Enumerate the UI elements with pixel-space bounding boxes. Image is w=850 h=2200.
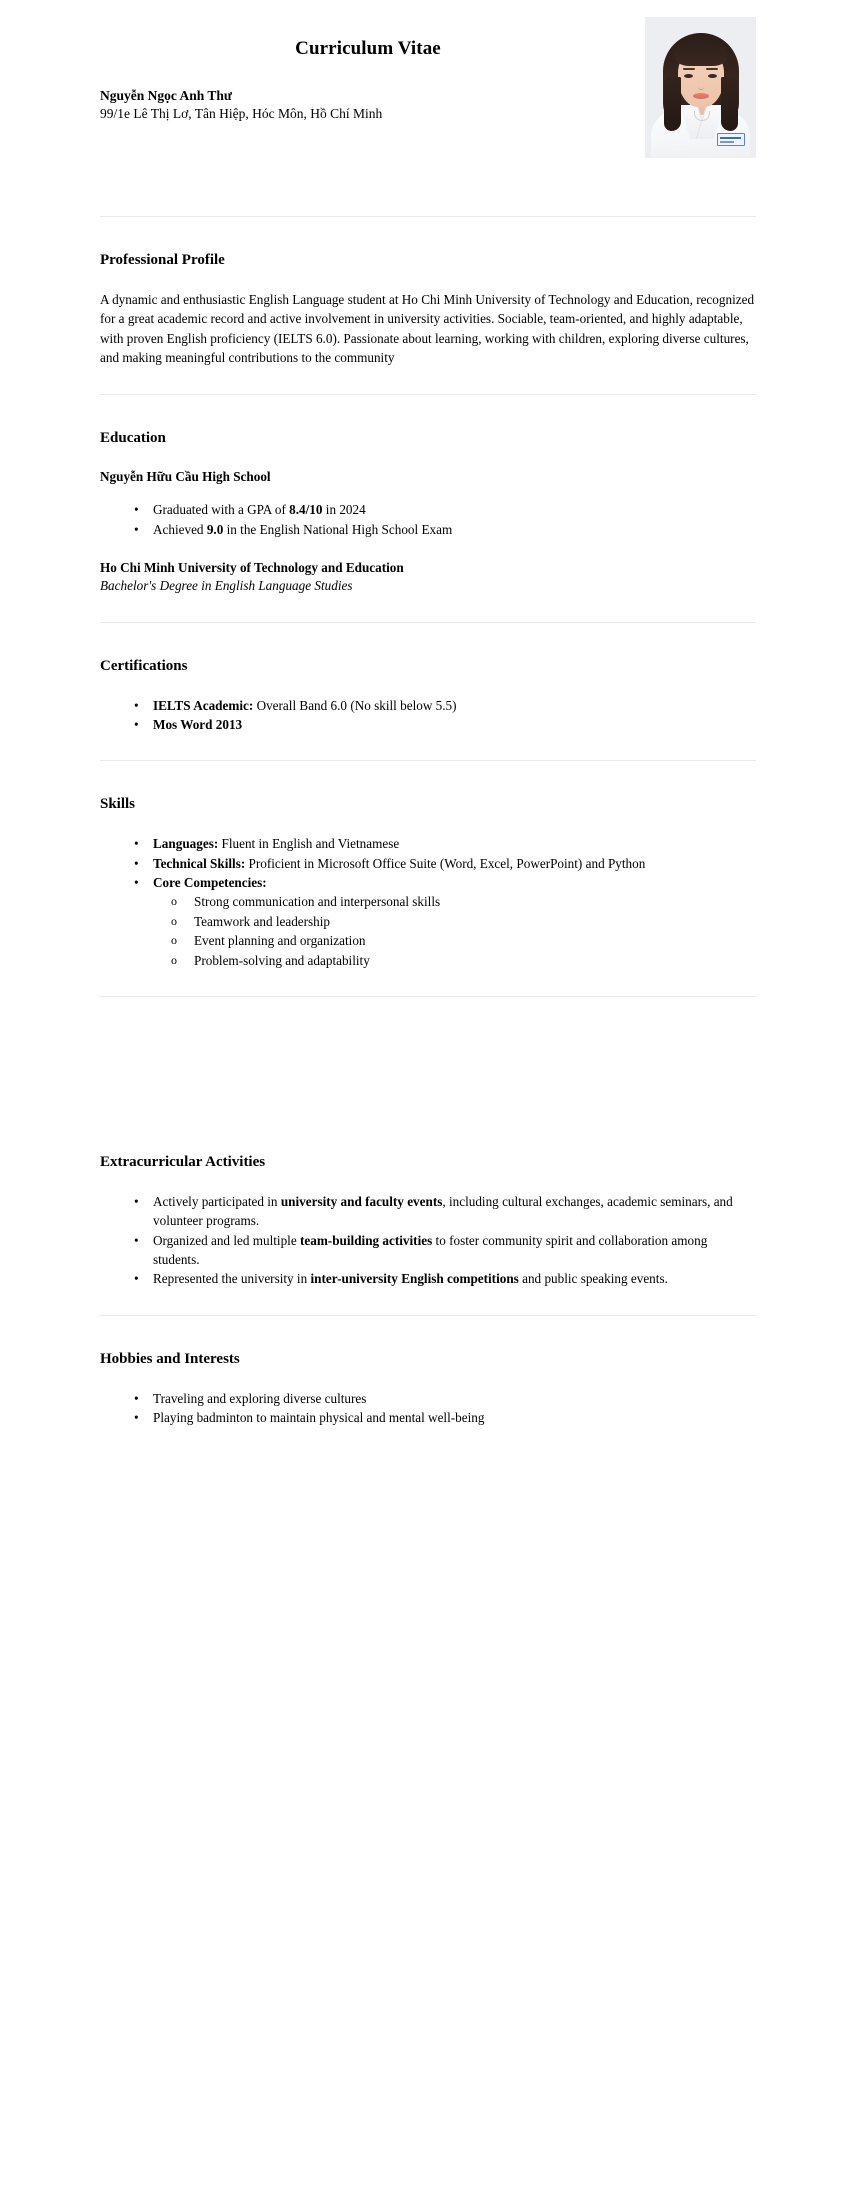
section-education bbox=[100, 395, 756, 622]
bullet-icon: • bbox=[134, 1271, 139, 1287]
education-university-name: Ho Chi Minh University of Technology and Education bbox=[100, 559, 404, 575]
list-item bbox=[153, 951, 756, 970]
list-item-post: in 2024 bbox=[322, 502, 366, 518]
sub-bullet-icon: o bbox=[171, 913, 177, 928]
list-item-post: and public speaking events. bbox=[518, 1271, 668, 1287]
eye-right bbox=[708, 74, 717, 78]
list-item-label: Traveling and exploring diverse cultures bbox=[153, 1390, 367, 1406]
section-certifications bbox=[100, 623, 756, 761]
nose bbox=[698, 80, 704, 90]
list-item bbox=[100, 1231, 756, 1270]
education-school-name: Nguyễn Hữu Cầu High School bbox=[100, 468, 271, 484]
list-item-bold: university and faculty events bbox=[280, 1193, 443, 1209]
list-item-bold: team-building activities bbox=[299, 1232, 433, 1248]
bullet-icon: • bbox=[134, 836, 139, 852]
list-item-bold: Languages: bbox=[153, 836, 219, 852]
hobbies-list bbox=[100, 1389, 756, 1428]
bullet-icon: • bbox=[134, 1390, 139, 1406]
badge-text-line-2 bbox=[720, 141, 734, 143]
section-body-hobbies bbox=[100, 1389, 756, 1454]
list-item-rest: Overall Band 6.0 (No skill below 5.5) bbox=[253, 697, 457, 713]
list-item bbox=[153, 931, 756, 950]
section-extracurricular bbox=[100, 1119, 756, 1315]
bullet-icon: • bbox=[134, 502, 139, 518]
bullet-icon: • bbox=[134, 1232, 139, 1248]
sub-bullet-icon: o bbox=[171, 933, 177, 948]
uniform-name-badge bbox=[717, 133, 745, 146]
list-item-pre: Achieved bbox=[153, 521, 207, 537]
list-item-pre: Organized and led multiple bbox=[153, 1232, 300, 1248]
list-item-label: Teamwork and leadership bbox=[194, 913, 331, 929]
list-item bbox=[100, 834, 756, 853]
list-item-rest: Fluent in English and Vietnamese bbox=[218, 836, 400, 852]
list-item-post: to foster community spirit and collaboration among students. bbox=[153, 1232, 708, 1268]
list-item-pre: Actively participated in bbox=[153, 1193, 281, 1209]
list-item bbox=[100, 715, 756, 734]
list-item bbox=[153, 912, 756, 931]
list-item-bold: Technical Skills: bbox=[153, 855, 246, 871]
sub-bullet-icon: o bbox=[171, 894, 177, 909]
list-item-post: , including cultural exchanges, academic seminars, and volunteer programs. bbox=[153, 1193, 733, 1229]
hair-strand-right bbox=[721, 77, 738, 131]
list-item bbox=[100, 1269, 756, 1288]
section-title-hobbies: Hobbies and Interests bbox=[100, 1350, 240, 1367]
photo-background bbox=[645, 17, 756, 158]
list-item-bold: inter-university English competitions bbox=[310, 1271, 519, 1287]
section-professional-profile bbox=[100, 217, 756, 394]
core-competencies-list bbox=[153, 892, 756, 970]
document-content bbox=[100, 0, 756, 1453]
page-break-gap bbox=[100, 997, 756, 1119]
section-title-profile: Professional Profile bbox=[100, 252, 225, 268]
list-item-pre: Represented the university in bbox=[153, 1271, 311, 1287]
education-university-degree: Bachelor's Degree in English Language Studies bbox=[100, 578, 353, 594]
list-item-label: Event planning and organization bbox=[194, 933, 366, 949]
list-item-bold: Core Competencies: bbox=[153, 875, 267, 891]
candidate-address: 99/1e Lê Thị Lơ, Tân Hiệp, Hóc Môn, Hồ Chí Minh bbox=[100, 105, 383, 121]
section-body-education bbox=[100, 468, 756, 622]
section-title-certifications: Certifications bbox=[100, 657, 188, 674]
list-item-bold: IELTS Academic: bbox=[153, 697, 254, 713]
bullet-icon: • bbox=[134, 521, 139, 537]
list-item-label: Problem-solving and adaptability bbox=[194, 952, 370, 968]
section-skills bbox=[100, 761, 756, 996]
spacer bbox=[100, 486, 756, 500]
bullet-icon: • bbox=[134, 855, 139, 871]
list-item-label: Strong communication and interpersonal skills bbox=[194, 894, 441, 910]
page-title: Curriculum Vitae bbox=[295, 38, 441, 59]
list-item-post: in the English National High School Exam bbox=[223, 521, 453, 537]
portrait-photo bbox=[645, 17, 756, 158]
list-item bbox=[100, 520, 756, 539]
section-body-profile bbox=[100, 290, 756, 394]
list-item bbox=[100, 1192, 756, 1231]
skills-list bbox=[100, 834, 756, 970]
list-item bbox=[100, 854, 756, 873]
mouth bbox=[693, 93, 709, 99]
badge-text-line-1 bbox=[720, 137, 741, 139]
certifications-list bbox=[100, 696, 756, 735]
list-item-label: Playing badminton to maintain physical and mental well-being bbox=[153, 1409, 485, 1425]
section-body-extracurricular bbox=[100, 1192, 756, 1315]
list-item bbox=[100, 1408, 756, 1427]
bullet-icon: • bbox=[134, 717, 139, 733]
hair-fringe bbox=[674, 39, 728, 66]
bullet-icon: • bbox=[134, 875, 139, 891]
section-body-skills bbox=[100, 834, 756, 996]
list-item bbox=[100, 696, 756, 715]
eye-left bbox=[684, 74, 693, 78]
list-item bbox=[100, 1389, 756, 1408]
section-hobbies bbox=[100, 1316, 756, 1454]
extracurricular-list bbox=[100, 1192, 756, 1289]
section-title-extracurricular: Extracurricular Activities bbox=[100, 1154, 266, 1171]
list-item-bold: 9.0 bbox=[206, 521, 224, 537]
bullet-icon: • bbox=[134, 1193, 139, 1209]
education-school-points bbox=[100, 500, 756, 539]
sub-bullet-icon: o bbox=[171, 952, 177, 967]
cv-header bbox=[100, 0, 756, 216]
profile-paragraph: A dynamic and enthusiastic English Language student at Ho Chi Minh University of Technology and Education, recognized for a great academic record and active involvement in university activities. Sociable, team-oriented, and highly adaptable, with proven English proficiency (IELTS 6.0). Passionate about learning, working with children, exploring diverse cultures, and making meaningful contributions to the community bbox=[100, 291, 755, 366]
list-item bbox=[100, 500, 756, 519]
section-title-education: Education bbox=[100, 429, 166, 446]
list-item bbox=[100, 873, 756, 970]
list-item-rest: Proficient in Microsoft Office Suite (Word, Excel, PowerPoint) and Python bbox=[245, 855, 646, 871]
spacer bbox=[100, 539, 756, 559]
candidate-name: Nguyễn Ngọc Anh Thư bbox=[100, 87, 233, 103]
section-title-skills: Skills bbox=[100, 796, 136, 813]
list-item-pre: Graduated with a GPA of bbox=[153, 502, 290, 518]
list-item-bold: 8.4/10 bbox=[289, 502, 323, 518]
hair-strand-left bbox=[664, 77, 681, 131]
bullet-icon: • bbox=[134, 1409, 139, 1425]
list-item-bold: Mos Word 2013 bbox=[153, 717, 243, 733]
section-body-certifications bbox=[100, 696, 756, 761]
bullet-icon: • bbox=[134, 697, 139, 713]
list-item bbox=[153, 892, 756, 911]
